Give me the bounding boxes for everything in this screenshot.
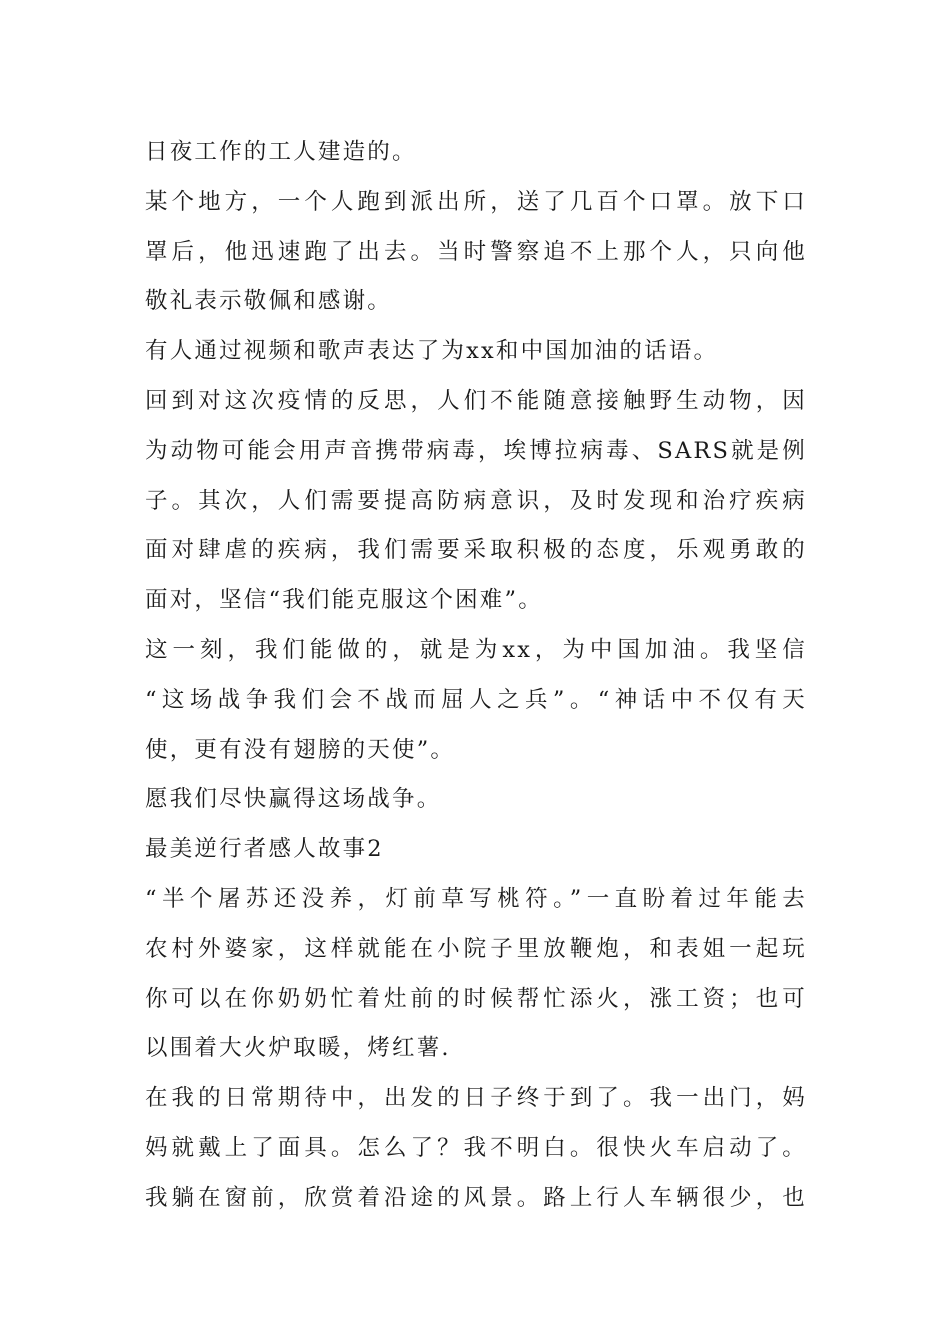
text-line: 使，更有没有翅膀的天使”。 <box>145 736 456 763</box>
text-line: 愿我们尽快赢得这场战争。 <box>145 786 442 813</box>
text-line: 在我的日常期待中，出发的日子终于到了。我一出门，妈 <box>145 1085 807 1112</box>
text-line: 妈就戴上了面具。怎么了？我不明白。很快火车启动了。 <box>145 1134 807 1161</box>
section-heading: 最美逆行者感人故事2 <box>145 836 384 863</box>
text-line: 以围着大火炉取暖，烤红薯. <box>145 1035 451 1062</box>
text-line: 为动物可能会用声音携带病毒，埃博拉病毒、SARS就是例 <box>145 437 807 464</box>
text-line: 面对肆虐的疾病，我们需要采取积极的态度，乐观勇敢的 <box>145 537 807 564</box>
text-line: 某个地方，一个人跑到派出所，送了几百个口罩。放下口 <box>145 188 807 215</box>
text-line: 罩后，他迅速跑了出去。当时警察追不上那个人，只向他 <box>145 238 807 265</box>
text-line: 农村外婆家，这样就能在小院子里放鞭炮，和表姐一起玩 <box>145 935 807 962</box>
text-line: 这一刻，我们能做的，就是为xx，为中国加油。我坚信 <box>145 636 807 663</box>
text-line: “这场战争我们会不战而屈人之兵”。“神话中不仅有天 <box>145 686 807 713</box>
text-line: 敬礼表示敬佩和感谢。 <box>145 288 393 315</box>
document-body <box>145 128 807 1224</box>
text-line: 日夜工作的工人建造的。 <box>145 139 417 165</box>
text-line: 有人通过视频和歌声表达了为xx和中国加油的话语。 <box>145 338 719 365</box>
text-line: 你可以在你奶奶忙着灶前的时候帮忙添火，涨工资；也可 <box>145 985 807 1012</box>
text-line: 回到对这次疫情的反思，人们不能随意接触野生动物，因 <box>145 387 807 414</box>
text-line: “半个屠苏还没养，灯前草写桃符。”一直盼着过年能去 <box>145 885 807 912</box>
text-line: 我躺在窗前，欣赏着沿途的风景。路上行人车辆很少，也 <box>145 1184 807 1211</box>
text-line: 面对，坚信“我们能克服这个困难”。 <box>145 587 543 614</box>
text-line: 子。其次，人们需要提高防病意识，及时发现和治疗疾病 <box>145 487 807 514</box>
